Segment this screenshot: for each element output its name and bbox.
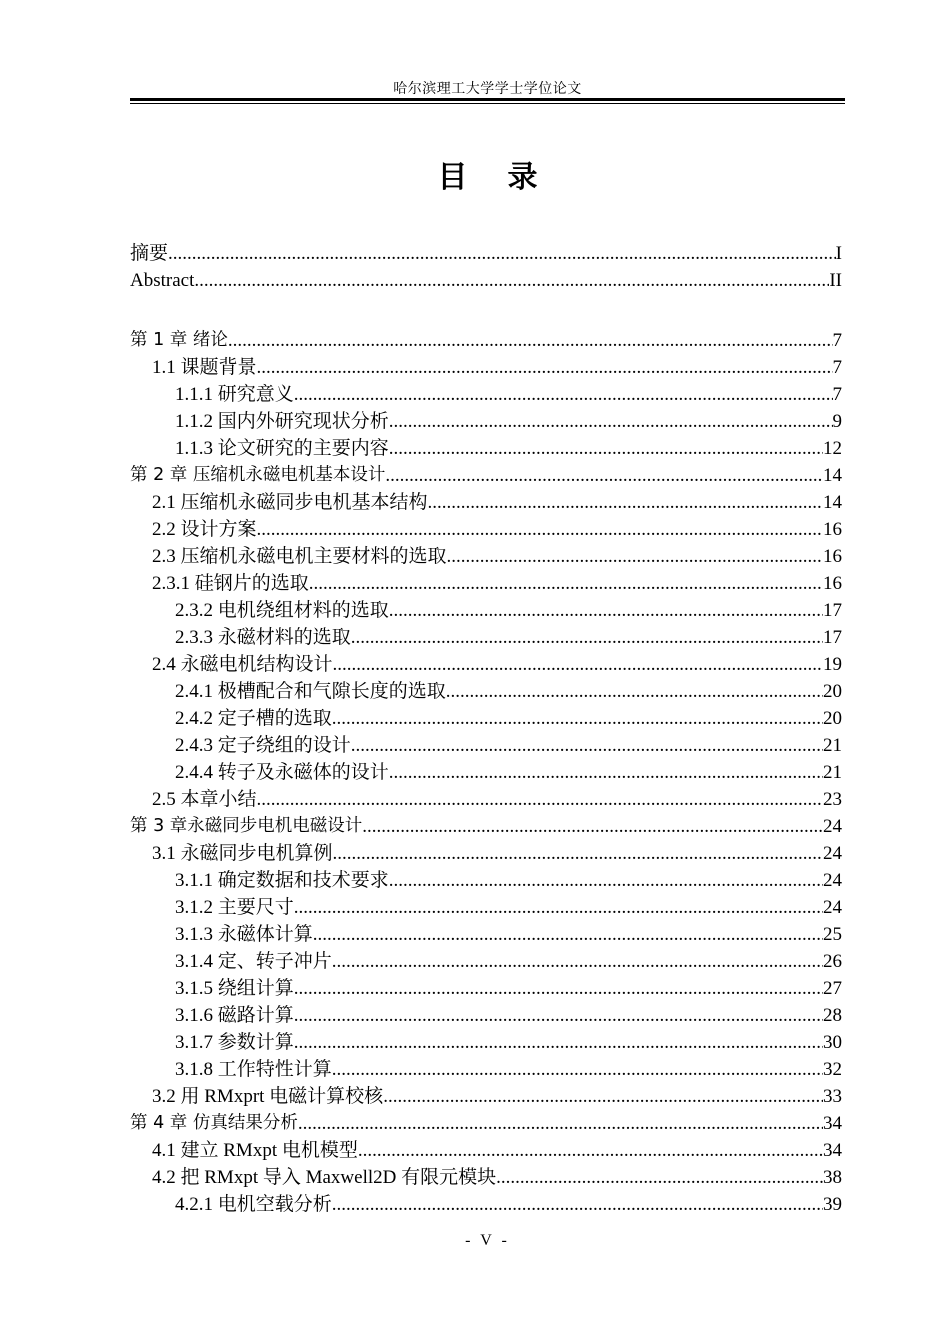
toc-entry-page: 34 [823,1140,842,1161]
toc-entry-label: 2.5 本章小结 [152,789,257,810]
toc-entry-label: 2.4.2 定子槽的选取 [175,708,332,729]
toc-dot-leader [447,543,823,570]
toc-entry[interactable] [130,894,842,921]
toc-chapter-entry[interactable] [130,813,842,840]
toc-dot-leader [351,732,823,759]
toc-dot-leader [194,267,829,294]
toc-entry[interactable] [130,1083,842,1110]
toc-dot-leader [313,921,823,948]
toc-entry-label: 1.1 课题背景 [152,357,257,378]
toc-dot-leader [496,1164,823,1191]
toc-dot-leader [333,840,823,867]
toc-entry-label: 3.1.3 永磁体计算 [175,924,313,945]
toc-entry-label: 2.4 永磁电机结构设计 [152,654,333,675]
page-number: - V - [465,1232,510,1249]
toc-entry-label: 3.1.7 参数计算 [175,1032,294,1053]
toc-entry-label: 3.1.8 工作特性计算 [175,1059,332,1080]
toc-entry-page: 33 [823,1086,842,1107]
toc-dot-leader [294,1002,823,1029]
toc-entry-label: 3.1.6 磁路计算 [175,1005,294,1026]
toc-dot-leader [333,651,823,678]
toc-dot-leader [362,813,823,840]
toc-entry-page: 39 [823,1194,842,1215]
toc-entry-label: 1.1.1 研究意义 [175,384,294,405]
toc-dot-leader [257,786,823,813]
toc-entry[interactable] [130,240,842,267]
toc-entry[interactable] [130,1164,842,1191]
toc-entry-page: 27 [823,978,842,999]
toc-entry-label: 4.1 建立 RMxpt 电机模型 [152,1140,358,1161]
toc-entry-label: 1.1.2 国内外研究现状分析 [175,411,389,432]
toc-entry-label: 摘要 [130,243,169,264]
toc-dot-leader [358,1137,823,1164]
toc-entry-page: 32 [823,1059,842,1080]
toc-entry-label: 3.1.2 主要尺寸 [175,897,294,918]
toc-dot-leader [294,1029,823,1056]
toc-entry-page: 24 [823,870,842,891]
toc-entry-page: II [829,270,842,291]
toc-entry-label: 2.3.2 电机绕组材料的选取 [175,600,389,621]
toc-entry-page: 9 [832,411,842,432]
toc-entry[interactable] [130,408,842,435]
toc-entry-page: 7 [832,384,842,405]
toc-dot-leader [385,462,823,489]
toc-entry-page: 16 [823,546,842,567]
toc-entry-label: 4.2 把 RMxpt 导入 Maxwell2D 有限元模块 [152,1167,497,1188]
toc-entry-page: 16 [823,519,842,540]
toc-dot-leader [294,894,823,921]
toc-entry-page: 28 [823,1005,842,1026]
toc-entry-page: 23 [823,789,842,810]
toc-entry-label: 3.1.4 定、转子冲片 [175,951,332,972]
toc-dot-leader [257,354,833,381]
toc-entry-page: 19 [823,654,842,675]
toc-entry-page: 30 [823,1032,842,1053]
toc-entry[interactable] [130,651,842,678]
toc-entry-page: 7 [832,330,842,351]
toc-entry-page: 20 [823,681,842,702]
toc-entry[interactable] [130,624,842,651]
toc-chapter-entry[interactable] [130,1110,842,1137]
toc-entry[interactable] [130,1056,842,1083]
toc-entry-label: 3.1.1 确定数据和技术要求 [175,870,389,891]
toc-dot-leader [446,678,823,705]
toc-entry-page: 24 [823,843,842,864]
toc-dot-leader [257,516,823,543]
toc-entry-label: 第 2 章 压缩机永磁电机基本设计 [130,465,386,485]
toc-entry-label: 3.1 永磁同步电机算例 [152,843,333,864]
toc-dot-leader [332,948,823,975]
toc-entry[interactable] [130,759,842,786]
toc-entry[interactable] [130,435,842,462]
toc-entry-label: 2.3.3 永磁材料的选取 [175,627,351,648]
toc-entry-label: 3.1.5 绕组计算 [175,978,294,999]
toc-entry[interactable] [130,543,842,570]
toc-dot-leader [168,240,836,267]
toc-dot-leader [298,1110,823,1137]
toc-entry[interactable] [130,948,842,975]
table-of-contents [130,240,842,1218]
toc-dot-leader [309,570,823,597]
toc-entry[interactable] [130,732,842,759]
toc-dot-leader [383,1083,823,1110]
toc-entry-label: 4.2.1 电机空载分析 [175,1194,332,1215]
toc-entry-label: 2.3 压缩机永磁电机主要材料的选取 [152,546,447,567]
toc-entry-label: 第 4 章 仿真结果分析 [130,1113,298,1133]
toc-entry-page: 17 [823,600,842,621]
header-rule-thin [130,103,845,104]
toc-entry[interactable] [130,921,842,948]
toc-entry-page: I [835,243,842,264]
toc-entry-label: 2.4.3 定子绕组的设计 [175,735,351,756]
toc-entry-label: 2.3.1 硅钢片的选取 [152,573,309,594]
toc-entry-page: 17 [823,627,842,648]
running-header: 哈尔滨理工大学学士学位论文 [393,82,582,97]
toc-entry-page: 7 [832,357,842,378]
toc-entry-label: 2.4.4 转子及永磁体的设计 [175,762,389,783]
toc-chapter-entry[interactable] [130,462,842,489]
toc-dot-leader [389,759,823,786]
toc-entry[interactable] [130,867,842,894]
toc-dot-leader [294,975,823,1002]
toc-entry[interactable] [130,678,842,705]
toc-entry[interactable] [130,840,842,867]
toc-entry-page: 24 [823,816,842,837]
toc-entry[interactable] [130,1002,842,1029]
toc-entry-label: 2.4.1 极槽配合和气隙长度的选取 [175,681,446,702]
toc-entry-label: 第 1 章 绪论 [130,330,228,350]
toc-entry[interactable] [130,1191,842,1218]
toc-entry-page: 20 [823,708,842,729]
toc-dot-leader [228,327,833,354]
toc-entry-label: 1.1.3 论文研究的主要内容 [175,438,389,459]
toc-dot-leader [351,624,823,651]
toc-entry-label: 3.2 用 RMxprt 电磁计算校核 [152,1086,384,1107]
toc-entry[interactable] [130,570,842,597]
toc-entry-page: 38 [823,1167,842,1188]
toc-entry[interactable] [130,1029,842,1056]
toc-entry-page: 21 [823,735,842,756]
toc-dot-leader [389,408,833,435]
toc-dot-leader [389,597,823,624]
toc-entry[interactable] [130,489,842,516]
toc-entry-page: 24 [823,897,842,918]
toc-entry[interactable] [130,381,842,408]
toc-entry-page: 12 [823,438,842,459]
toc-entry-page: 14 [823,492,842,513]
toc-entry[interactable] [130,354,842,381]
page-title: 目录 [437,160,578,195]
toc-entry-page: 25 [823,924,842,945]
toc-entry-page: 21 [823,762,842,783]
toc-entry-page: 14 [823,465,842,486]
toc-dot-leader [389,435,823,462]
toc-entry[interactable] [130,705,842,732]
header-rule-thick [130,98,845,101]
toc-entry[interactable] [130,975,842,1002]
toc-entry[interactable] [130,516,842,543]
toc-entry[interactable] [130,786,842,813]
toc-entry-page: 26 [823,951,842,972]
toc-entry[interactable] [130,267,842,294]
toc-entry-label: 2.2 设计方案 [152,519,257,540]
toc-dot-leader [428,489,823,516]
toc-entry-page: 16 [823,573,842,594]
toc-entry-label: 第 3 章永磁同步电机电磁设计 [130,816,363,836]
toc-dot-leader [332,1056,823,1083]
toc-entry-page: 34 [823,1113,842,1134]
toc-dot-leader [332,705,823,732]
toc-dot-leader [294,381,833,408]
toc-entry-label: Abstract [130,270,195,291]
toc-dot-leader [389,867,823,894]
toc-entry[interactable] [130,597,842,624]
toc-chapter-entry[interactable] [130,327,842,354]
toc-dot-leader [332,1191,823,1218]
toc-entry-label: 2.1 压缩机永磁同步电机基本结构 [152,492,428,513]
toc-entry[interactable] [130,1137,842,1164]
